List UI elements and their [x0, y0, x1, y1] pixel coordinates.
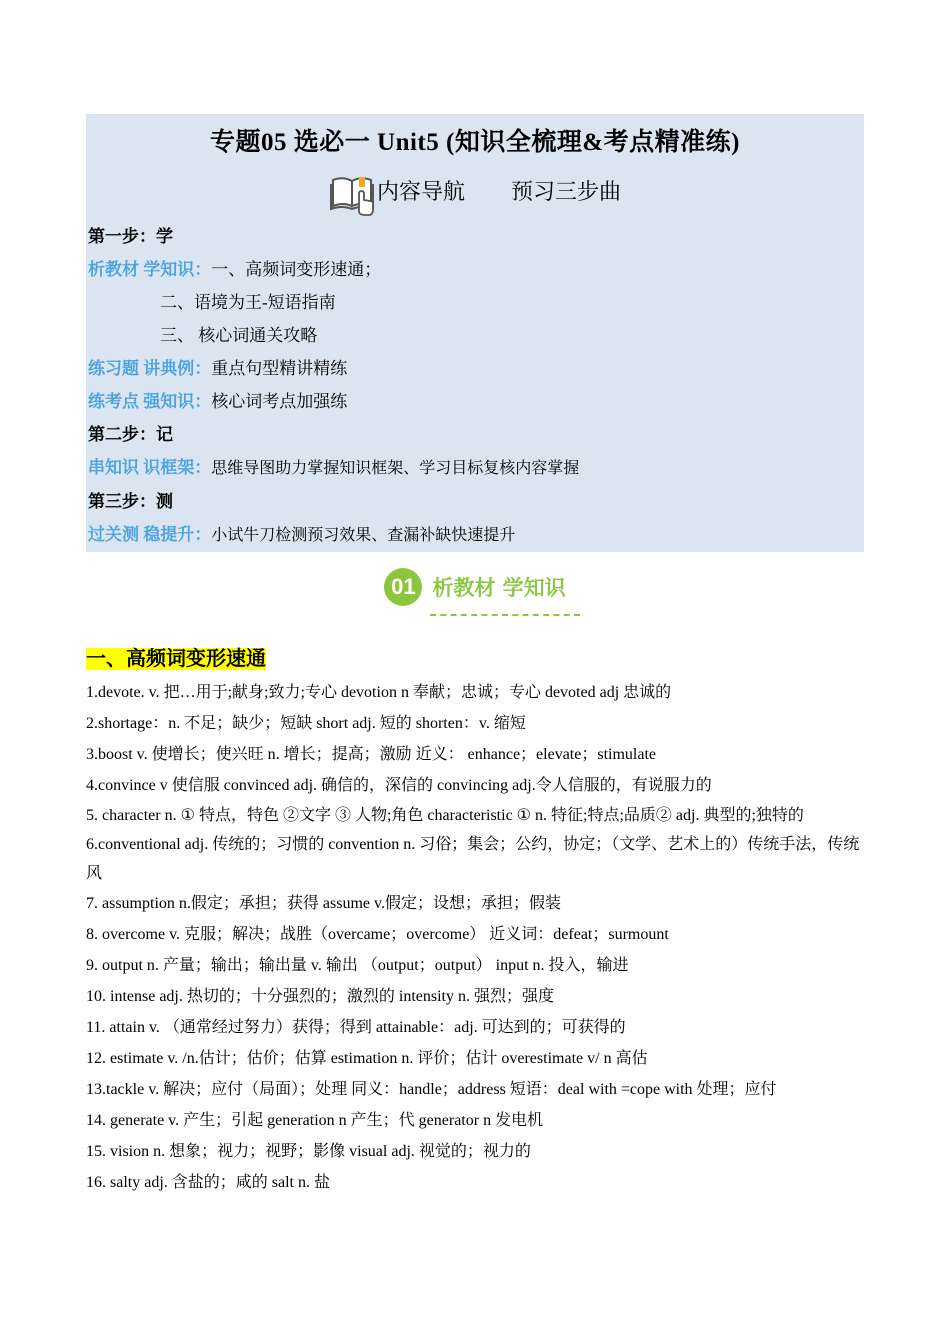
list-item: 3.boost v. 使增长；使兴旺 n. 增长；提高；激励 近义： enhance；elevate；stimulate [86, 746, 656, 763]
list-item: 12. estimate v. /n.估计；估价；估算 estimation n. 评价；估计 overestimate v/ n 高估 [86, 1050, 648, 1067]
list-item: 1.devote. v. 把…用于;献身;致力;专心 devotion n 奉献；忠诚；专心 devoted adj 忠诚的 [86, 684, 672, 701]
step-row: 三、 核心词通关攻略 [160, 326, 318, 345]
nav-subtitle: 预习三步曲 [511, 179, 622, 205]
step-row: 过关测 稳提升：小试牛刀检测预习效果、查漏补缺快速提升 [88, 525, 516, 544]
step-row: 二、语境为王-短语指南 [160, 293, 336, 312]
step-row: 练习题 讲典例：重点句型精讲精练 [88, 359, 348, 378]
badge-underline [430, 614, 579, 616]
book-pointer-icon [329, 172, 377, 216]
step-row: 析教材 学知识：一、高频词变形速通； [88, 260, 382, 279]
nav-label: 内容导航 [376, 179, 465, 205]
list-item: 10. intense adj. 热切的；十分强烈的；激烈的 intensity n. 强烈；强度 [86, 988, 554, 1005]
section-heading: 一、高频词变形速通 [86, 648, 266, 670]
badge-number: 01 [384, 568, 422, 606]
vocab-list [86, 677, 864, 1198]
list-item: 4.convince v 使信服 convinced adj. 确信的，深信的 convincing adj.令人信服的，有说服力的 [86, 777, 712, 794]
step-row: 串知识 识框架：思维导图助力掌握知识框架、学习目标复核内容掌握 [88, 458, 580, 477]
list-item: 5. character n. ① 特点，特色 ②文字 ③ 人物;角色 characteristic ① n. 特征;特点;品质② adj. 典型的;独特的 [86, 807, 804, 824]
step-two-heading: 第二步：记 [88, 425, 173, 444]
list-item: 8. overcome v. 克服；解决；战胜（overcame；overcome） 近义词：defeat；surmount [86, 926, 669, 943]
list-item: 11. attain v. （通常经过努力）获得；得到 attainable：adj. 可达到的；可获得的 [86, 1019, 626, 1036]
step-row: 练考点 强知识：核心词考点加强练 [88, 392, 348, 411]
list-item: 6.conventional adj. 传统的；习惯的 convention n. 习俗；集会；公约，协定；（文学、艺术上的）传统手法，传统风 [86, 836, 860, 882]
step-three-heading: 第三步：测 [88, 492, 173, 511]
list-item: 9. output n. 产量；输出；输出量 v. 输出 （output；output） input n. 投入，输进 [86, 957, 629, 974]
list-item: 16. salty adj. 含盐的；咸的 salt n. 盐 [86, 1174, 330, 1191]
document-title: 专题05 选必一 Unit5 (知识全梳理&考点精准练) [210, 129, 740, 156]
list-item: 15. vision n. 想象；视力；视野；影像 visual adj. 视觉的；视力的 [86, 1143, 531, 1160]
overview-box [86, 114, 864, 552]
content-navigation [88, 172, 862, 212]
step-one-heading: 第一步：学 [88, 227, 173, 246]
steps-list [88, 220, 862, 552]
list-item: 2.shortage：n. 不足；缺少；短缺 short adj. 短的 shorten：v. 缩短 [86, 715, 526, 732]
section-badge [86, 568, 864, 618]
list-item: 13.tackle v. 解决；应付（局面）；处理 同义：handle；address 短语：deal with =cope with 处理；应付 [86, 1081, 777, 1098]
list-item: 14. generate v. 产生；引起 generation n 产生；代 generator n 发电机 [86, 1112, 544, 1129]
list-item: 7. assumption n.假定；承担；获得 assume v.假定；设想；承担；假装 [86, 895, 561, 912]
badge-label: 析教材 学知识 [432, 576, 566, 600]
document-page [86, 114, 864, 1198]
